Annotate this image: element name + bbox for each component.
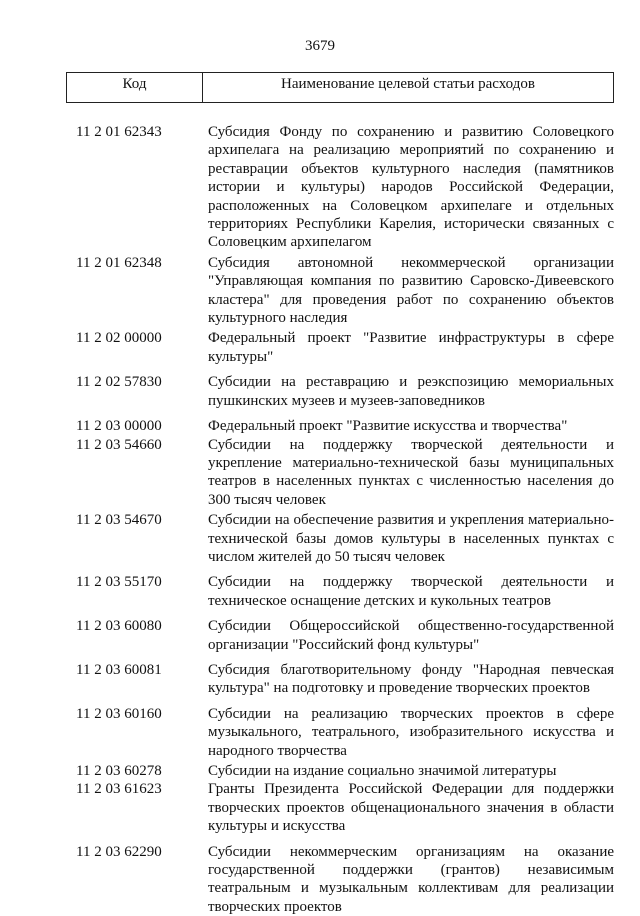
- row-code: 11 2 03 60080: [76, 618, 162, 635]
- table-row: [66, 705, 616, 760]
- row-text: Субсидии на реставрацию и реэкспозицию мемориальных пушкинских музеев и музеев-заповедников: [208, 374, 614, 409]
- row-code: 11 2 01 62343: [76, 124, 162, 140]
- row-text: Субсидии на поддержку творческой деятельности и техническое оснащение детских и кукольных театров: [208, 574, 614, 609]
- row-text: Гранты Президента Российской Федерации для поддержки творческих проектов общенационального значения в области культуры и искусства: [208, 781, 614, 835]
- row-text: Субсидия благотворительному фонду "Народная певческая культура" на подготовку и проведение творческих проектов: [208, 661, 614, 697]
- row-code: 11 2 03 62290: [76, 843, 162, 860]
- row-code: 11 2 02 57830: [76, 374, 162, 391]
- row-code: 11 2 03 00000: [76, 418, 162, 435]
- row-text: Федеральный проект "Развитие искусства и творчества": [208, 418, 568, 435]
- table-row: [66, 780, 616, 835]
- row-text: Субсидии на реализацию творческих проектов в сфере музыкального, театрального, изобразительного искусства и народного творчества: [208, 705, 614, 759]
- row-text: Субсидии на обеспечение развития и укрепления материально-технической базы домов культуры в населенных пунктах с числом жителей до 50 тысяч человек: [208, 512, 614, 565]
- table-row: [66, 661, 616, 698]
- table-row: [66, 617, 616, 654]
- row-code: 11 2 01 62348: [76, 254, 162, 271]
- row-text: Субсидия автономной некоммерческой организации "Управляющая компания по развитию Саровско-Дивеевского кластера" для проведения работ по сохранению объектов культурного наследия: [208, 254, 614, 327]
- table-row: [66, 573, 616, 610]
- row-code: 11 2 03 60160: [76, 705, 162, 722]
- budget-items-list: [66, 123, 616, 916]
- table-row: [66, 762, 616, 780]
- row-code: 11 2 03 54660: [76, 436, 162, 453]
- table-row: [66, 511, 616, 566]
- row-code: 11 2 03 61623: [76, 781, 162, 798]
- page-number: 3679: [305, 38, 335, 54]
- table-row: [66, 373, 616, 410]
- table-row: [66, 417, 616, 435]
- row-text: Субсидии на издание социально значимой литературы: [208, 763, 557, 779]
- table-row: [66, 329, 616, 366]
- row-text: Федеральный проект "Развитие инфраструктуры в сфере культуры": [208, 330, 614, 365]
- row-text: Субсидии Общероссийской общественно-государственной организации "Российский фонд культуры": [208, 618, 614, 653]
- table-row: [66, 436, 616, 510]
- row-code: 11 2 02 00000: [76, 330, 162, 347]
- header-name: Наименование целевой статьи расходов: [281, 76, 535, 92]
- header-code: Код: [67, 73, 203, 102]
- table-header: [66, 72, 614, 103]
- row-text: Субсидии некоммерческим организациям на оказание государственной поддержки (грантов) независимым театральным и музыкальным коллективам для реализации творческих проектов: [208, 843, 614, 915]
- row-code: 11 2 03 55170: [76, 574, 162, 591]
- row-code: 11 2 03 60081: [76, 661, 162, 678]
- table-row: [66, 123, 616, 252]
- table-row: [66, 254, 616, 328]
- row-code: 11 2 03 60278: [76, 763, 162, 779]
- row-text: Субсидия Фонду по сохранению и развитию Соловецкого архипелага на реализацию мероприятий по сохранению и реставрации объектов культурного наследия (памятников истории и культуры) народов Российской Федерации, расположенных на Соловецком архипелаге и отдельных территориях Республики Карелия, исторически связанных с Соловецким архипелагом: [208, 124, 614, 251]
- row-code: 11 2 03 54670: [76, 512, 162, 529]
- row-text: Субсидии на поддержку творческой деятельности и укрепление материально-технической базы муниципальных театров в населенных пунктах с численностью населения до 300 тысяч человек: [208, 436, 614, 508]
